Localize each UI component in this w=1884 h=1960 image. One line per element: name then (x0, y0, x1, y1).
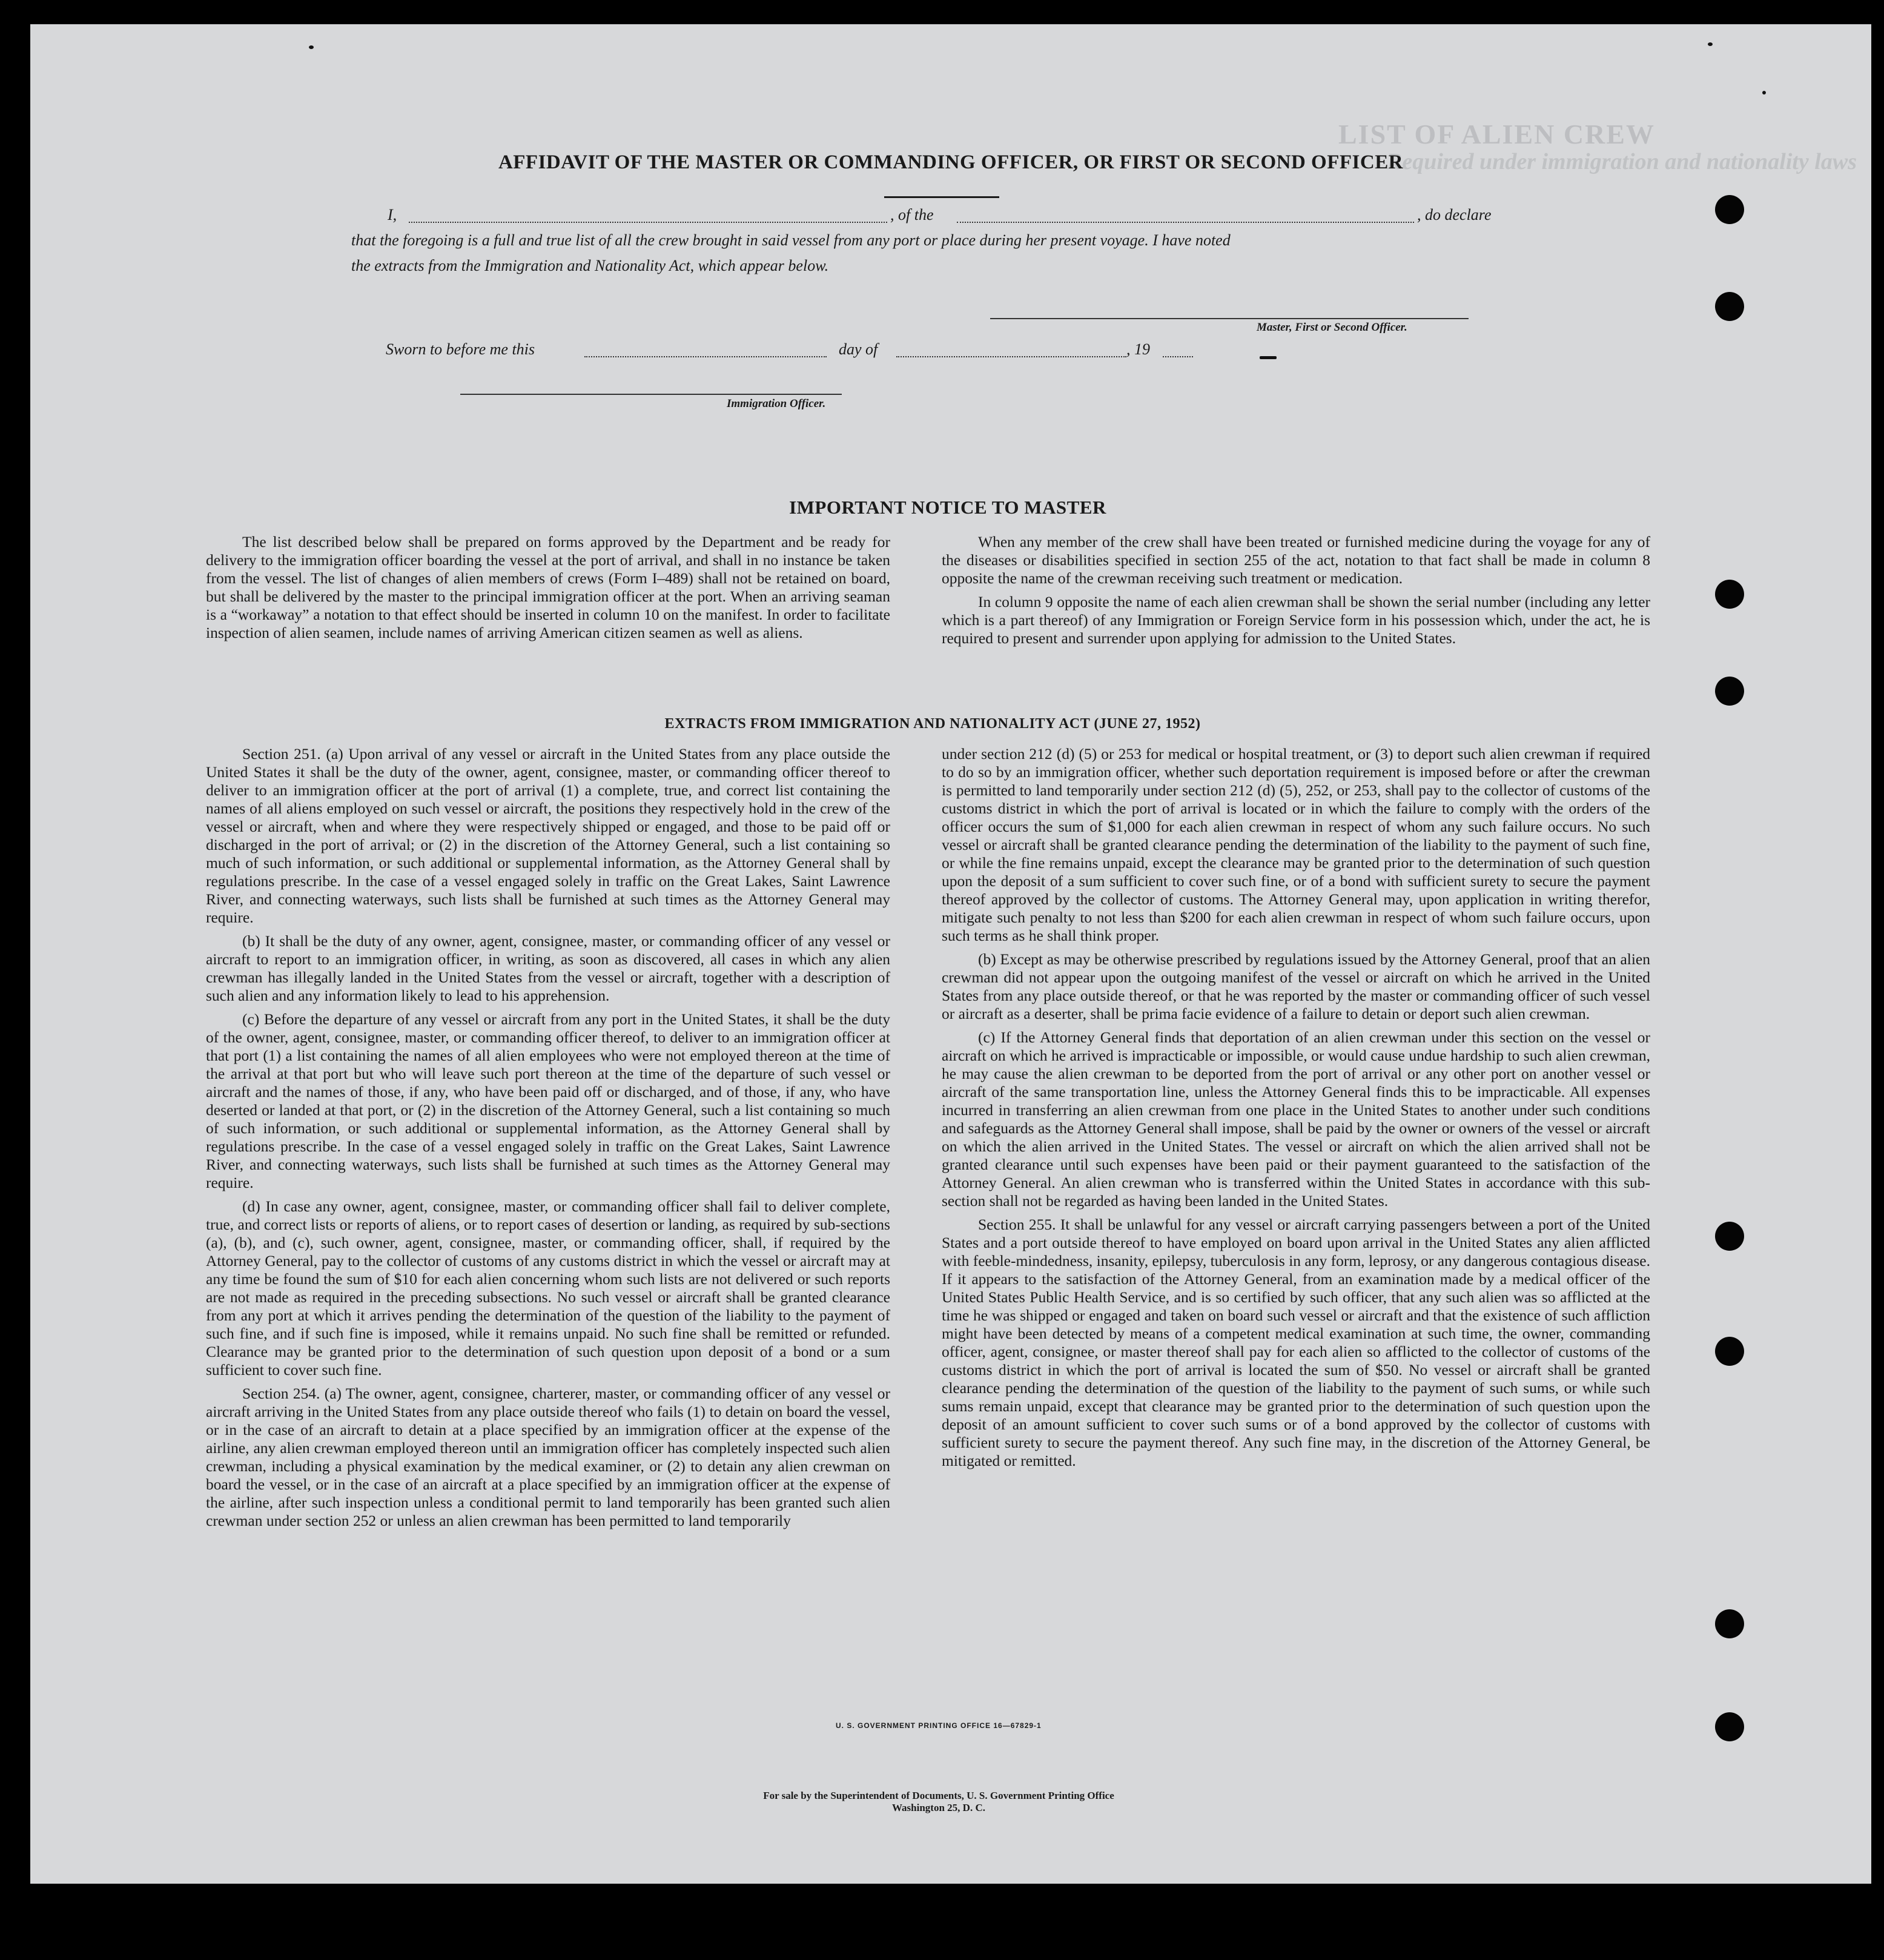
footer-line-1: For sale by the Superintendent of Documents, U. S. Government Printing Office (763, 1790, 1114, 1801)
punch-hole (1715, 1609, 1744, 1638)
officer-signature-line[interactable] (460, 394, 842, 395)
affidavit-of-the-label: , of the (890, 206, 934, 223)
sworn-month-blank[interactable] (896, 356, 1126, 357)
bleed-through-title: LIST OF ALIEN CREW (1338, 119, 1655, 150)
punch-hole (1715, 292, 1744, 321)
footer-line-2: Washington 25, D. C. (892, 1802, 985, 1813)
footer-imprint (575, 1790, 1302, 1814)
notice-right-paragraph-1: When any member of the crew shall have been treated or furnished medicine during the voyage for any of the diseases or disabilities specified in section 255 of the act, notation to that fact shall be made in column 8 opposite the name of the crewman receiving such treatment or medication. (942, 533, 1650, 587)
bleed-through-subtitle: Required under immigration and nationality laws (1387, 149, 1857, 174)
punch-hole (1715, 195, 1744, 224)
notice-right-paragraph-2: In column 9 opposite the name of each alien crewman shall be shown the serial number (including any letter which is a part thereof) of any Immigration or Foreign Service form in his possession which, under the act, he is required to present and surrender upon applying for admission to the United States. (942, 593, 1650, 647)
master-signature-label: Master, First or Second Officer. (1257, 321, 1407, 334)
day-of-label: day of (839, 340, 878, 358)
affidavit-declare-label: , do declare (1417, 206, 1492, 223)
title-rule (884, 196, 999, 198)
section-251-a: Section 251. (a) Upon arrival of any vessel or aircraft in the United States from any place outside the United States it shall be the duty of the owner, agent, consignee, master, or commanding officer thereof to deliver to an immigration officer at the port of arrival (1) a complete, true, and correct list containing the names of all aliens employed on such vessel or aircraft, the positions they respectively hold in the crew of the vessel or aircraft, when and where they were respectively shipped or engaged, and those to be paid off or discharged in the port of arrival; or (2) in the discretion of the Attorney General, such a list containing so much of such information, or such additional or supplemental information, as the Attorney General shall by regulations prescribe. In the case of a vessel engaged solely in traffic on the Great Lakes, Saint Lawrence River, and connecting waterways, such lists shall be furnished at such times as the Attorney General may require. (206, 745, 890, 926)
notice-right-column (942, 533, 1650, 653)
notice-left-column (206, 533, 890, 647)
section-251-b: (b) It shall be the duty of any owner, agent, consignee, master, or commanding officer of any vessel or aircraft to report to an immigration officer, in writing, as soon as discovered, all cases in which any alien crewman has illegally landed in the United States from the vessel or aircraft, together with a description of such alien and any information likely to lead to his apprehension. (206, 932, 890, 1004)
vessel-blank[interactable] (957, 222, 1414, 223)
notice-title: IMPORTANT NOTICE TO MASTER (789, 497, 1106, 518)
printer-mark: U. S. GOVERNMENT PRINTING OFFICE 16—67829-1 (836, 1721, 1042, 1730)
punch-hole (1715, 1712, 1744, 1741)
sworn-day-blank[interactable] (584, 356, 827, 357)
punch-hole (1715, 1222, 1744, 1251)
extracts-left-column (206, 745, 890, 1535)
section-251-d: (d) In case any owner, agent, consignee, master, or commanding officer shall fail to deliver complete, true, and correct lists or reports of aliens, or to report cases of desertion or landing, as required by sub-sections (a), (b), and (c), such owner, agent, consignee, master, or commanding officer, shall, if required by the Attorney General, pay to the collector of customs of any customs district in which the vessel or aircraft may at any time be found the sum of $10 for each alien concerning whom such lists are not delivered or such reports are not made as required in the preceding subsections. No such vessel or aircraft shall be granted clearance from any port at which it arrives pending the determination of the question of the liability to the payment of such fine, and if such fine is imposed, while it remains unpaid. No such fine shall be remitted or refunded. Clearance may be granted prior to the determination of such question upon deposit of a bond or a sum sufficient to cover such fine. (206, 1197, 890, 1379)
extracts-right-column (942, 745, 1650, 1475)
section-255: Section 255. It shall be unlawful for any vessel or aircraft carrying passengers between a port of the United States and a port outside thereof to have employed on board upon arrival in the United States any alien afflicted with feeble-mindedness, insanity, epilepsy, tuberculosis in any form, leprosy, or any dangerous contagious disease. If it appears to the satisfaction of the Attorney General, from an examination made by a medical officer of the United States Public Health Service, and is so certified by such officer, that any such alien was so afflicted at the time he was shipped or engaged and taken on board such vessel or aircraft and that the existence of such affliction might have been detected by means of a competent medical examination at such time, the owner, commanding officer, agent, consignee, or master thereof shall pay for each alien so afflicted to the collector of customs of the customs district in which the port of arrival is located the sum of $50. No vessel or aircraft shall be granted clearance pending the determination of the question of the liability to the payment of such sums, or while such sums remain unpaid, except that clearance may be granted prior to the determination of such question upon the deposit of an amount sufficient to cover such sums or of a bond approved by the collector of customs with sufficient surety to secure the payment thereof. Any such fine may, in the discretion of the Attorney General, be mitigated or remitted. (942, 1216, 1650, 1469)
scan-speck (1708, 42, 1713, 46)
officer-signature-label: Immigration Officer. (727, 397, 826, 410)
section-254-b: (b) Except as may be otherwise prescribed by regulations issued by the Attorney General, proof that an alien crewman did not appear upon the outgoing manifest of the vessel or aircraft on which he arrived in the United States from any place outside thereof, or that he was reported by the master or commanding officer of such vessel or aircraft as a deserter, shall be prima facie evidence of a failure to detain or deport such alien crewman. (942, 950, 1650, 1022)
document-page (30, 24, 1871, 1884)
affidavit-i-label: I, (388, 206, 397, 223)
scan-speck (1260, 356, 1277, 359)
punch-hole (1715, 580, 1744, 609)
year-label: , 19 (1126, 340, 1150, 358)
scan-speck (1762, 91, 1766, 94)
sworn-year-blank[interactable] (1163, 356, 1193, 357)
extracts-title: EXTRACTS FROM IMMIGRATION AND NATIONALITY ACT (JUNE 27, 1952) (664, 716, 1201, 732)
name-blank[interactable] (409, 222, 887, 223)
affidavit-statement-line3: the extracts from the Immigration and Nationality Act, which appear below. (351, 257, 829, 274)
punch-hole (1715, 1337, 1744, 1366)
section-251-c: (c) Before the departure of any vessel or aircraft from any port in the United States, it shall be the duty of the owner, agent, consignee, master, or commanding officer thereof, to deliver to an immigration officer at that port (1) a list containing the names of all alien employees who were not employed thereon at the time of the arrival at that port but who will leave such port thereon at the time of the departure of such vessel or aircraft and the names of those, if any, who have been paid off or discharged, and of those, if any, who have deserted or landed at that port, or (2) in the discretion of the Attorney General, such a list containing so much of such information, or such additional or supplemental information, as the Attorney General shall by regulations prescribe. In the case of a vessel engaged solely in traffic on the Great Lakes, Saint Lawrence River, and connecting waterways, such lists shall be furnished at such times as the Attorney General may require. (206, 1010, 890, 1191)
sworn-label: Sworn to before me this (386, 340, 535, 358)
section-254-c: (c) If the Attorney General finds that deportation of an alien crewman under this section on the vessel or aircraft on which he arrived is impracticable or impossible, or would cause undue hardship to such alien crewman, he may cause the alien crewman to be deported from the port of arrival or any other port on another vessel or aircraft of the same transportation line, unless the Attorney General finds this to be impracticable. All expenses incurred in transferring an alien crewman from one place in the United States to another under such conditions and safeguards as the Attorney General shall impose, shall be paid by the owner or owners of the vessel or aircraft on which the alien arrived in the United States. The vessel or aircraft on which the alien arrived shall not be granted clearance until such expenses have been paid or their payment guaranteed to the satisfaction of the Attorney General. An alien crewman who is transferred within the United States in accordance with this sub-section shall not be regarded as having been landed in the United States. (942, 1028, 1650, 1210)
master-signature-line[interactable] (990, 318, 1469, 319)
affidavit-statement-line2: that the foregoing is a full and true list of all the crew brought in said vessel from any port or place during her present voyage. I have noted (351, 231, 1231, 249)
notice-left-paragraph: The list described below shall be prepared on forms approved by the Department and be ready for delivery to the immigration officer boarding the vessel at the port of arrival, and shall in no instance be taken from the vessel. The list of changes of alien members of crews (Form I–489) shall not be retained on board, but shall be delivered by the master to the principal immigration officer at the port. When an arriving seaman is a “workaway” a notation to that effect should be inserted in column 10 on the manifest. In order to facilitate inspection of alien seamen, include names of arriving American citizen seamen as well as aliens. (206, 533, 890, 641)
affidavit-title: AFFIDAVIT OF THE MASTER OR COMMANDING OFFICER, OR FIRST OR SECOND OFFICER (498, 151, 1404, 173)
punch-hole (1715, 677, 1744, 706)
scan-speck (309, 45, 314, 49)
section-254-a-continued: under section 212 (d) (5) or 253 for medical or hospital treatment, or (3) to deport such alien crewman if required to do so by an immigration officer, whether such deportation requirement is imposed before or after the crewman is permitted to land temporarily under section 212 (d) (5), 252, or 253, shall pay to the collector of customs of the customs district in which the port of arrival is located or in which the failure to comply with the orders of the officer occurs the sum of $1,000 for each alien crewman in respect of whom any such failure occurs. No such vessel or aircraft shall be granted clearance pending the determination of the liability to the payment of such fine, or while the fine remains unpaid, except the clearance may be granted prior to the determination of such question upon the deposit of a sum sufficient to cover such fine, or of a bond with sufficient surety to secure the payment thereof approved by the collector of customs. The Attorney General may, upon application in writing therefor, mitigate such penalty to not less than $200 for each alien crewman in respect of whom such failure occurs, upon such terms as he shall think proper. (942, 745, 1650, 944)
section-254-a: Section 254. (a) The owner, agent, consignee, charterer, master, or commanding officer of any vessel or aircraft arriving in the United States from any place outside thereof who fails (1) to detain on board the vessel, or in the case of an aircraft to detain at a place specified by an immigration officer at the expense of the airline, any alien crewman employed thereon until an immigration officer has completely inspected such alien crewman, including a physical examination by the medical examiner, or (2) to detain any alien crewman on board the vessel, or in the case of an aircraft at a place specified by an immigration officer at the expense of the airline, after such inspection unless a conditional permit to land temporarily has been granted such alien crewman under section 252 or unless an alien crewman has been permitted to land temporarily (206, 1385, 890, 1529)
